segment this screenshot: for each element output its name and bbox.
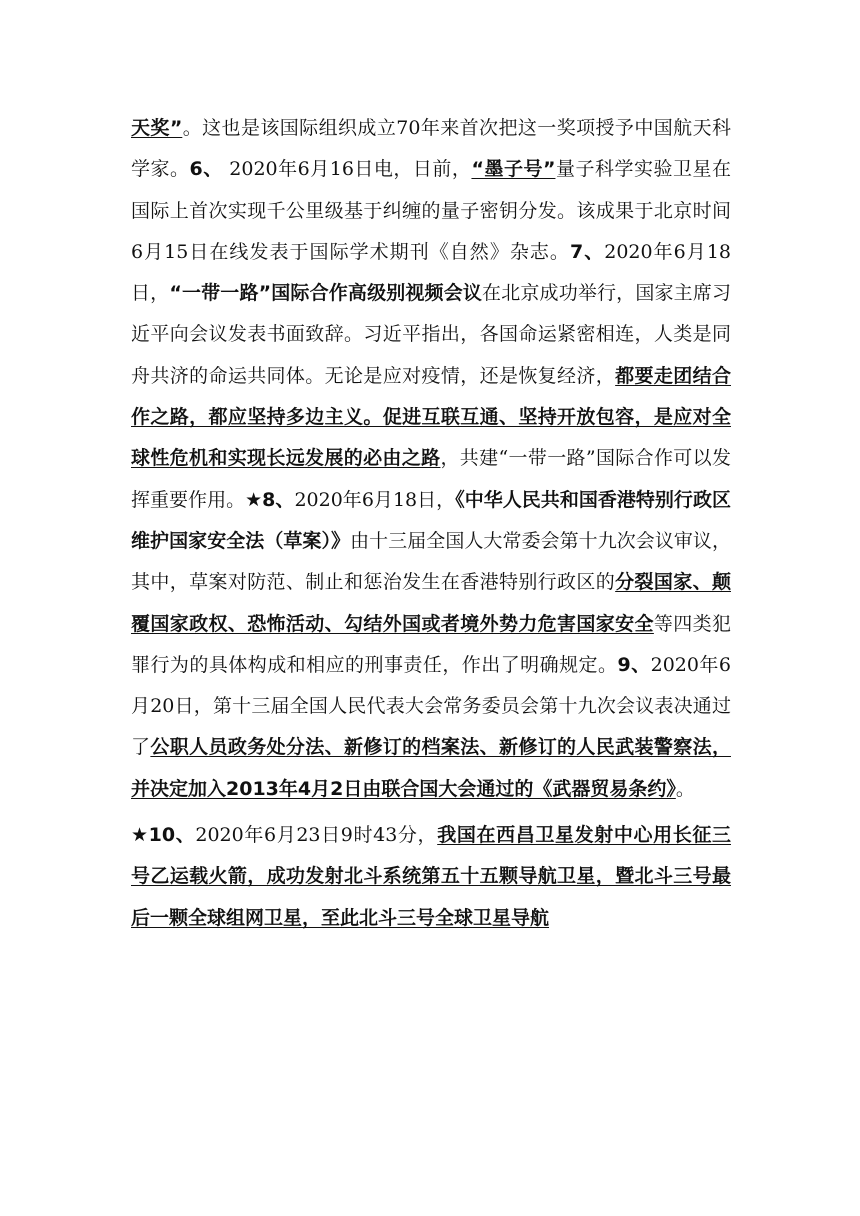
text-run: 2020年6月23日9时43分， (195, 824, 438, 847)
paragraph-item-10 (131, 815, 731, 939)
text-run: “墨子号” (471, 158, 556, 181)
text-run: ★8、 (245, 488, 295, 511)
text-run: 7、 (569, 240, 605, 263)
text-run: 天奖” (131, 117, 183, 139)
text-run: 2020年6月20日，第十三届全国人民代表大会常务委员会第十九次会议表决通过了 (131, 653, 731, 759)
text-run: 分裂国家、颠覆国家政权、恐怖活动、勾结外国或者境外势力危害国家安全 (131, 571, 731, 635)
text-run: “一带一路”国际合作高级别视频会议 (169, 282, 483, 305)
text-run: 都要走团结合作之路，都应坚持多边主义。促进互联互通、坚持开放包容，是应对全球性危机和实现长远发展的必由之路 (131, 364, 731, 470)
text-run: 公职人员政务处分法、新修订的档案法、新修订的人民武装警察法，并决定加入2013年4月2日由联合国大会通过的《武器贸易条约》 (131, 736, 731, 800)
text-run: 9、 (617, 653, 651, 676)
text-run: 由十三届全国人大常委会第十九次会议审议，其中，草案对防范、制止和惩治发生在香港特别行政区的 (131, 529, 731, 594)
text-run: 《中华人民共和国香港特别行政区维护国家安全法（草案）》 (131, 488, 731, 552)
text-run: 2020年6月16日电，日前， (222, 158, 472, 181)
text-run: 。 (675, 777, 695, 800)
text-run: 在北京成功举行，国家主席习近平向会议发表书面致辞。习近平指出，各国命运紧密相连，人类是同舟共济的命运共同体。无论是应对疫情，还是恢复经济， (131, 282, 731, 387)
text-run: 。这也是该国际组织成立70年来首次把这一奖项授予中国航天科学家。 (131, 117, 731, 181)
text-run: 我国在西昌卫星发射中心用长征三号乙运载火箭，成功发射北斗系统第五十五颗导航卫星，暨北斗三号最后一颗全球组网卫星，至此北斗三号全球卫星导航 (131, 824, 731, 929)
text-run: 量子科学实验卫星在国际上首次实现千公里级基于纠缠的量子密钥分发。该成果于北京时间6月15日在线发表于国际学术期刊《自然》杂志。 (131, 158, 731, 263)
text-run: 2020年6月18日， (294, 488, 456, 511)
text-run: ，共建“一带一路”国际合作可以发挥重要作用。 (131, 447, 731, 511)
text-run: 6、 (189, 158, 223, 181)
text-run: 2020年6月18日， (131, 240, 731, 305)
paragraph-items-6-9 (131, 108, 731, 810)
text-run: 等四类犯罪行为的具体构成和相应的刑事责任，作出了明确规定。 (131, 612, 731, 676)
body-text (131, 108, 731, 939)
text-run: ★10、 (131, 824, 196, 847)
